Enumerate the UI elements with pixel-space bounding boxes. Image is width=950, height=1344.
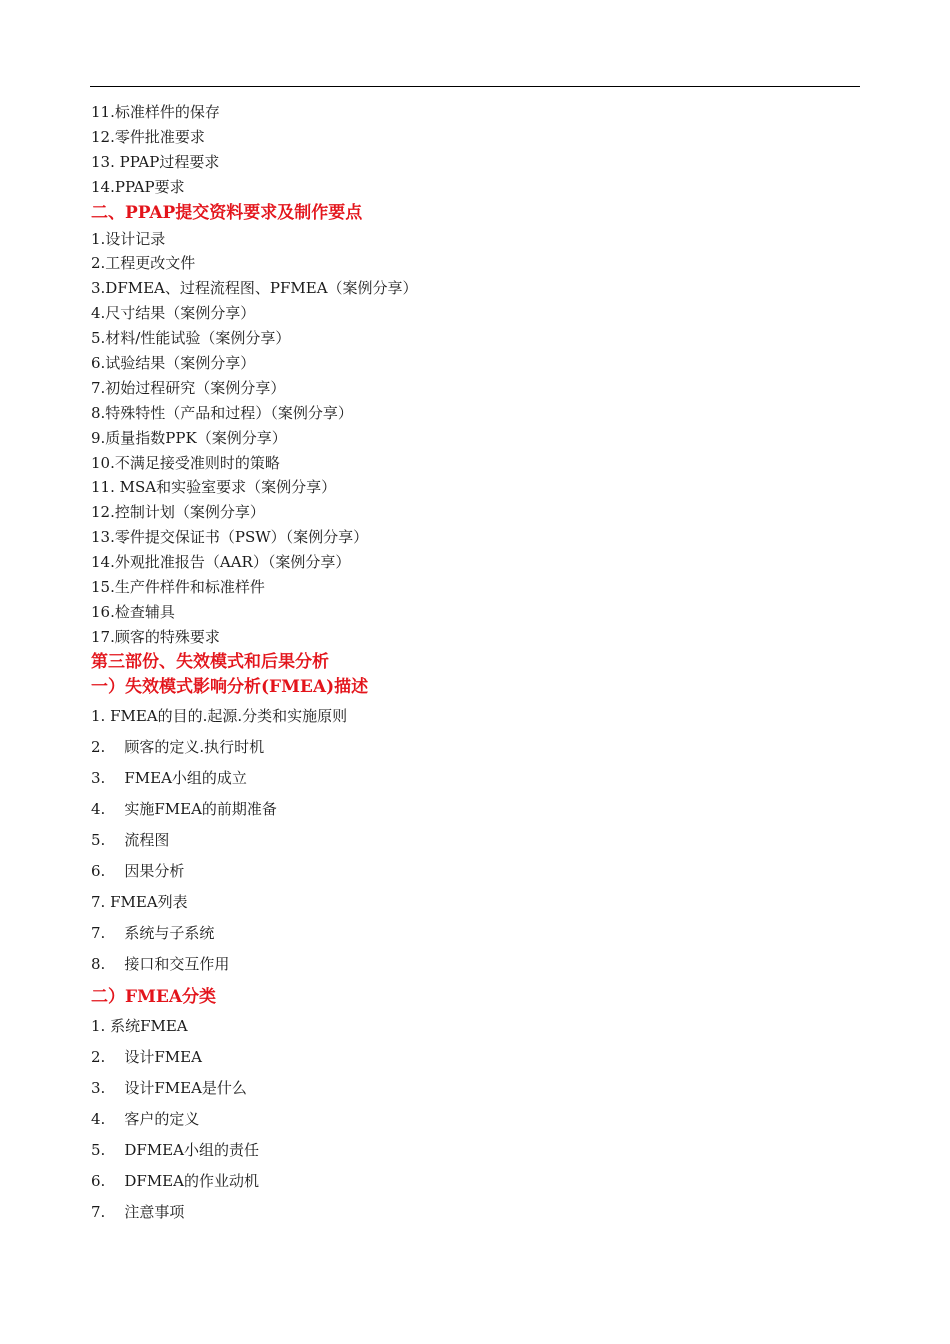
- fmea-classification-list: [91, 1016, 861, 1223]
- list-item: 4. 客户的定义: [91, 1109, 200, 1128]
- list-item: 15.生产件样件和标准样件: [91, 578, 265, 597]
- list-item: 6. DFMEA的作业动机: [91, 1172, 259, 1191]
- list-item: 9.质量指数PPK（案例分享）: [91, 428, 287, 447]
- list-item: 2. 顾客的定义.执行时机: [91, 737, 265, 756]
- list-item: 10.不满足接受准则时的策略: [91, 453, 280, 472]
- list-item: 14.PPAP要求: [91, 177, 185, 196]
- list-item: 7. 系统与子系统: [91, 924, 215, 943]
- list-item: 6. 因果分析: [91, 862, 185, 881]
- list-item: 1. FMEA的目的.起源.分类和实施原则: [91, 706, 348, 725]
- list-item: 2.工程更改文件: [91, 254, 196, 273]
- list-item: 12.控制计划（案例分享）: [91, 503, 265, 522]
- part-heading-fmea: 第三部份、失效模式和后果分析: [91, 651, 329, 672]
- list-item: 13.零件提交保证书（PSW）（案例分享）: [91, 528, 369, 547]
- list-item: 4.尺寸结果（案例分享）: [91, 304, 256, 323]
- list-item: 6.试验结果（案例分享）: [91, 354, 256, 373]
- list-item: 11. MSA和实验室要求（案例分享）: [91, 478, 337, 497]
- list-item: 3.DFMEA、过程流程图、PFMEA（案例分享）: [91, 279, 418, 298]
- section-heading-fmea-classification: 二）FMEA分类: [91, 986, 217, 1007]
- list-item: 3. FMEA小组的成立: [91, 768, 247, 787]
- list-item: 16.检查辅具: [91, 602, 175, 621]
- ppap-submission-list: [91, 227, 861, 650]
- list-item: 1. 系统FMEA: [91, 1016, 188, 1035]
- list-item: 5. 流程图: [91, 831, 170, 850]
- list-item: 8. 接口和交互作用: [91, 955, 230, 974]
- ppap-requirements-list-tail: [91, 100, 861, 200]
- list-item: 5.材料/性能试验（案例分享）: [91, 329, 291, 348]
- list-item: 14.外观批准报告（AAR）（案例分享）: [91, 553, 351, 572]
- list-item: 11.标准样件的保存: [91, 103, 220, 121]
- fmea-description-list: [91, 706, 861, 975]
- list-item: 3. 设计FMEA是什么: [91, 1078, 247, 1097]
- list-item: 17.顾客的特殊要求: [91, 627, 220, 646]
- document-body: [91, 100, 861, 1233]
- header-rule: [90, 86, 860, 87]
- list-item: 13. PPAP过程要求: [91, 152, 220, 171]
- list-item: 4. 实施FMEA的前期准备: [91, 799, 277, 818]
- list-item: 12.零件批准要求: [91, 127, 205, 146]
- list-item: 2. 设计FMEA: [91, 1047, 202, 1066]
- list-item: 7. 注意事项: [91, 1203, 185, 1222]
- list-item: 7.初始过程研究（案例分享）: [91, 378, 286, 397]
- list-item: 8.特殊特性（产品和过程）（案例分享）: [91, 403, 353, 422]
- section-heading-ppap-submission: 二、PPAP提交资料要求及制作要点: [91, 202, 363, 223]
- list-item: 1.设计记录: [91, 229, 166, 248]
- section-heading-fmea-description: 一）失效模式影响分析(FMEA)描述: [91, 676, 369, 697]
- list-item: 7. FMEA列表: [91, 893, 188, 912]
- list-item: 5. DFMEA小组的责任: [91, 1140, 259, 1159]
